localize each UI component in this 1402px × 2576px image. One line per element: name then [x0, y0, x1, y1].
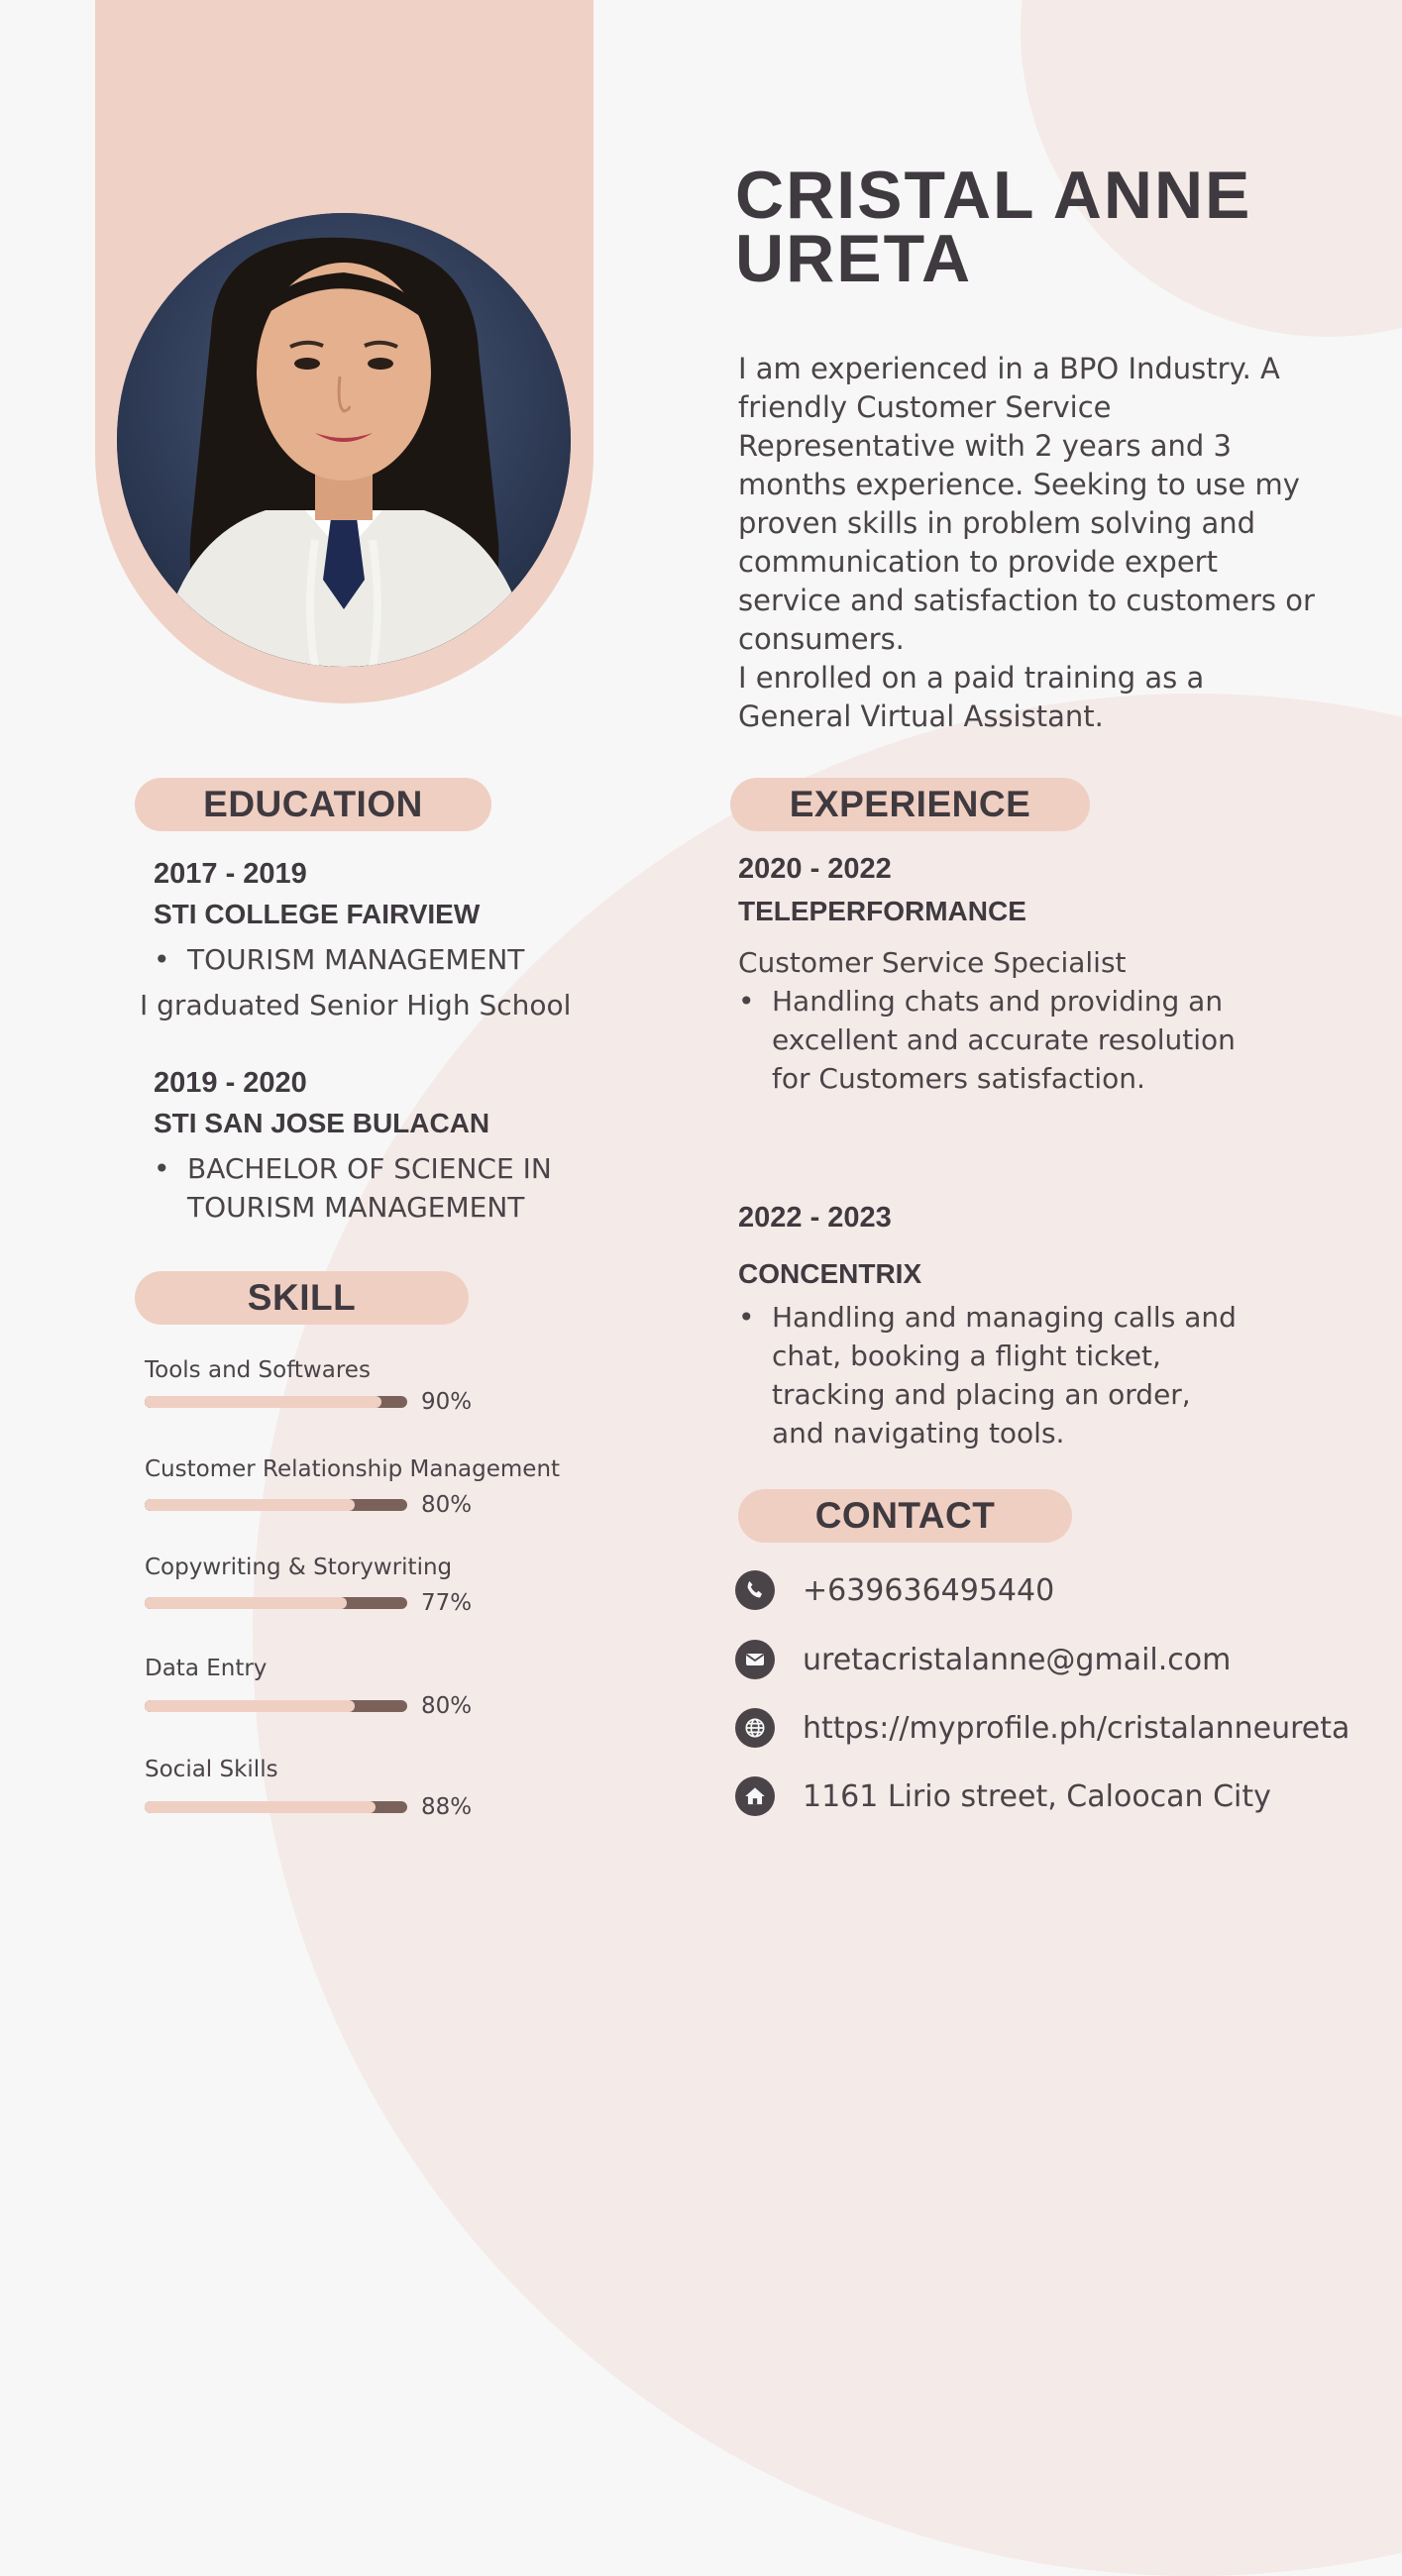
education-heading: EDUCATION	[135, 778, 491, 831]
skill-item	[145, 1456, 560, 1518]
skill-bar-fill	[145, 1597, 347, 1609]
home-icon	[735, 1776, 775, 1816]
experience-years: 2020 - 2022	[738, 853, 892, 885]
education-school: STI COLLEGE FAIRVIEW	[154, 899, 481, 929]
education-note: I graduated Senior High School	[140, 989, 572, 1021]
phone-icon	[735, 1570, 775, 1610]
contact-heading: CONTACT	[738, 1489, 1072, 1543]
education-entry	[154, 1067, 590, 1227]
skill-label: Social Skills	[145, 1757, 278, 1782]
candidate-name: CRISTAL ANNE URETA	[735, 158, 1252, 296]
skill-bar	[145, 1396, 407, 1408]
experience-heading: EXPERIENCE	[730, 778, 1090, 831]
bullet-dot: •	[154, 1152, 170, 1185]
globe-icon	[735, 1708, 775, 1748]
profile-summary: I am experienced in a BPO Industry. A friendly Customer Service Representative with 2 years and 3 months experience. Seeking to use my proven skills in problem solving and communication to provide expert service and satisfaction to customers or consumers. I enrolled on a paid training as a General Virtual Assistant.	[738, 352, 1315, 733]
skill-bar	[145, 1801, 407, 1813]
skill-bar	[145, 1700, 407, 1712]
skill-label: Copywriting & Storywriting	[145, 1555, 453, 1580]
email-icon	[735, 1640, 775, 1679]
skill-percent: 80%	[421, 1693, 473, 1719]
experience-bullet	[738, 982, 1333, 1098]
education-bullet	[154, 940, 590, 979]
experience-entry	[738, 853, 1333, 1098]
education-years: 2017 - 2019	[154, 858, 307, 890]
skill-heading: SKILL	[135, 1271, 469, 1325]
bullet-dot: •	[738, 985, 755, 1018]
skill-percent: 90%	[421, 1389, 473, 1415]
bullet-dot: •	[154, 943, 170, 976]
contact-phone-row	[735, 1570, 1054, 1610]
home-address: 1161 Lirio street, Caloocan City	[803, 1778, 1271, 1814]
email-address[interactable]: uretacristalanne@gmail.com	[803, 1642, 1232, 1677]
experience-bullet	[738, 1298, 1333, 1452]
education-bullet	[154, 1149, 590, 1227]
skill-item	[145, 1757, 472, 1820]
skill-percent: 88%	[421, 1794, 473, 1820]
education-entry	[154, 858, 590, 979]
skill-percent: 80%	[421, 1492, 473, 1518]
experience-duties: Handling and managing calls and chat, booking a flight ticket, tracking and placing an order, and navigating tools.	[772, 1301, 1237, 1449]
skill-label: Data Entry	[145, 1656, 268, 1681]
contact-email-row	[735, 1640, 1231, 1679]
skill-item	[145, 1555, 472, 1616]
phone-number[interactable]: +639636495440	[803, 1572, 1055, 1608]
education-program: BACHELOR OF SCIENCE IN TOURISM MANAGEMENT	[187, 1152, 552, 1224]
experience-company: TELEPERFORMANCE	[738, 896, 1026, 926]
skill-bar-fill	[145, 1700, 355, 1712]
profile-photo	[117, 213, 571, 667]
education-program: TOURISM MANAGEMENT	[187, 943, 525, 976]
contact-website-row	[735, 1708, 1349, 1748]
skill-bar-fill	[145, 1396, 381, 1408]
skill-item	[145, 1656, 472, 1719]
website-link[interactable]: https://myprofile.ph/cristalanneureta	[803, 1710, 1350, 1746]
skill-bar	[145, 1597, 407, 1609]
portrait-illustration	[117, 213, 571, 667]
skill-item	[145, 1357, 472, 1415]
skill-label: Tools and Softwares	[145, 1357, 371, 1383]
experience-years: 2022 - 2023	[738, 1202, 892, 1234]
contact-address-row	[735, 1776, 1271, 1816]
experience-duties: Handling chats and providing an excellent and accurate resolution for Customers satisfaction.	[772, 985, 1236, 1095]
skill-bar	[145, 1499, 407, 1511]
skill-bar-fill	[145, 1499, 355, 1511]
skill-bar-fill	[145, 1801, 376, 1813]
experience-entry	[738, 1202, 1333, 1452]
education-school: STI SAN JOSE BULACAN	[154, 1108, 490, 1138]
experience-role: Customer Service Specialist	[738, 946, 1127, 979]
skill-percent: 77%	[421, 1590, 473, 1616]
experience-company: CONCENTRIX	[738, 1258, 922, 1289]
skill-label: Customer Relationship Management	[145, 1456, 561, 1482]
education-years: 2019 - 2020	[154, 1067, 307, 1099]
bullet-dot: •	[738, 1301, 755, 1334]
